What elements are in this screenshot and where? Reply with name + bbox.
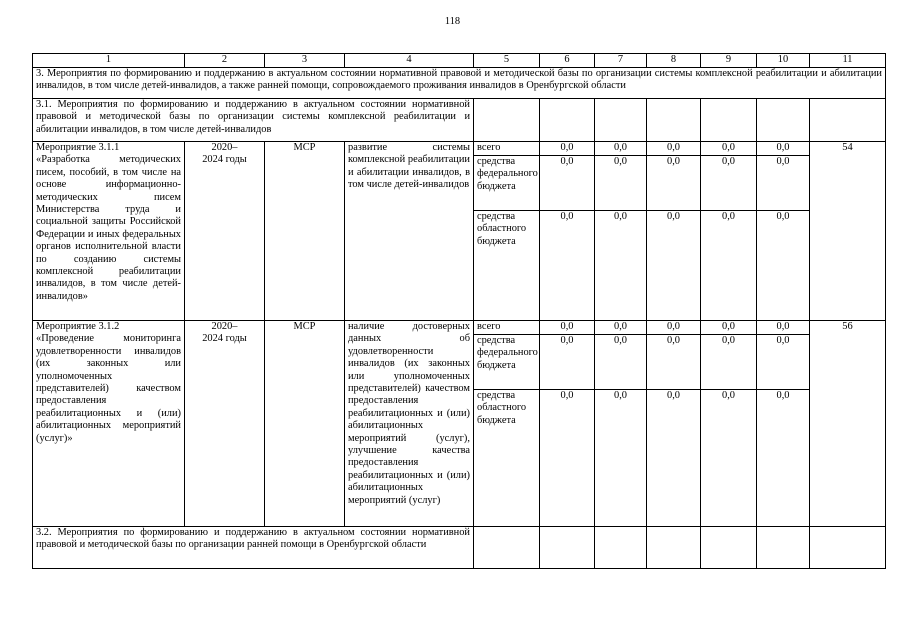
header-cell: 2 (185, 54, 265, 68)
measure-3-1-2-executor: МСР (265, 321, 345, 527)
amount-cell: 0,0 (701, 390, 757, 527)
measure-3-1-1-col11: 54 (810, 142, 886, 321)
amount-cell: 0,0 (540, 321, 595, 335)
section-3-1-row (33, 99, 886, 142)
funding-source: средства областного бюджета (474, 390, 540, 527)
amount-cell: 0,0 (647, 321, 701, 335)
amount-cell: 0,0 (757, 335, 810, 390)
program-table (32, 53, 886, 569)
measure-3-1-1-name: Мероприятие 3.1.1 (36, 142, 120, 153)
amount-cell: 0,0 (757, 142, 810, 156)
header-row (33, 54, 886, 68)
amount-cell: 0,0 (540, 335, 595, 390)
measure-3-1-1-text (33, 142, 185, 321)
amount-cell: 0,0 (540, 156, 595, 211)
header-cell: 10 (757, 54, 810, 68)
amount-cell: 0,0 (647, 156, 701, 211)
header-cell: 3 (265, 54, 345, 68)
page-number: 118 (444, 16, 461, 27)
amount-cell: 0,0 (540, 390, 595, 527)
header-cell: 11 (810, 54, 886, 68)
section-3-1-title: 3.1. Мероприятия по формированию и поддержанию в актуальном состоянии нормативной правовой и методической базы по организации системы комплексной реабилитации и абилитации инвалидов, в том числе детей-инвалидов (33, 99, 474, 142)
measure-3-1-1-period: 2020– 2024 годы (185, 142, 265, 321)
measure-3-1-2-col11: 56 (810, 321, 886, 527)
header-cell: 6 (540, 54, 595, 68)
amount-cell: 0,0 (701, 156, 757, 211)
amount-cell: 0,0 (701, 211, 757, 321)
amount-cell: 0,0 (647, 335, 701, 390)
measure-3-1-1-executor: МСР (265, 142, 345, 321)
measure-3-1-1-row (33, 142, 886, 156)
amount-cell: 0,0 (757, 156, 810, 211)
measure-3-1-1-description: «Разработка методических писем, пособий, в том числе на основе информационно-методических писем Министерства труда и социальной защиты Российской Федерации и иных федеральных органов исполнительной власти по созданию системы комплексной реабилитации инвалидов, в том числе детей-инвалидов» (36, 154, 181, 302)
section-3-2-title: 3.2. Мероприятия по формированию и поддержанию в актуальном состоянии нормативной правовой и методической базы по организации ранней помощи в Оренбургской области (33, 527, 474, 569)
amount-cell: 0,0 (540, 211, 595, 321)
funding-source: всего (474, 321, 540, 335)
amount-cell: 0,0 (595, 142, 647, 156)
amount-cell: 0,0 (595, 321, 647, 335)
amount-cell: 0,0 (595, 390, 647, 527)
amount-cell: 0,0 (757, 390, 810, 527)
section-3-2-row (33, 527, 886, 569)
header-cell: 8 (647, 54, 701, 68)
amount-cell: 0,0 (757, 321, 810, 335)
amount-cell: 0,0 (701, 321, 757, 335)
header-cell: 5 (474, 54, 540, 68)
amount-cell: 0,0 (647, 390, 701, 527)
amount-cell: 0,0 (540, 142, 595, 156)
funding-source: всего (474, 142, 540, 156)
header-cell: 9 (701, 54, 757, 68)
amount-cell: 0,0 (701, 335, 757, 390)
amount-cell: 0,0 (701, 142, 757, 156)
measure-3-1-2-result: наличие достоверных данных об удовлетворенности инвалидов (их законных или уполномоченных представителей) качеством предоставления реабилитационных и (или) абилитационных мероприятий (услуг), улучшение качества предоставления реабилитационных и (или) абилитационных мероприятий (услуг) (345, 321, 474, 527)
measure-3-1-2-text (33, 321, 185, 527)
header-cell: 1 (33, 54, 185, 68)
header-cell: 7 (595, 54, 647, 68)
measure-3-1-1-result: развитие системы комплексной реабилитации и абилитации инвалидов, в том числе детей-инвалидов (345, 142, 474, 321)
amount-cell: 0,0 (757, 211, 810, 321)
section-3-title: 3. Мероприятия по формированию и поддержанию в актуальном состоянии нормативной правовой и методической базы по организации системы комплексной реабилитации и абилитации инвалидов, в том числе детей-инвалидов, а также ранней помощи, сопровождаемого проживания инвалидов в Оренбургской области (33, 68, 886, 99)
amount-cell: 0,0 (647, 142, 701, 156)
amount-cell: 0,0 (595, 335, 647, 390)
amount-cell: 0,0 (595, 211, 647, 321)
funding-source: средства областного бюджета (474, 211, 540, 321)
amount-cell: 0,0 (595, 156, 647, 211)
measure-3-1-2-period: 2020– 2024 годы (185, 321, 265, 527)
header-cell: 4 (345, 54, 474, 68)
funding-source: средства федерального бюджета (474, 156, 540, 211)
measure-3-1-2-description: «Проведение мониторинга удовлетворенности инвалидов (их законных или уполномоченных представителей) качеством предоставления реабилитационных и (или) абилитационных мероприятий (услуг)» (36, 333, 181, 444)
measure-3-1-2-row (33, 321, 886, 335)
amount-cell: 0,0 (647, 211, 701, 321)
funding-source: средства федерального бюджета (474, 335, 540, 390)
section-3-row (33, 68, 886, 99)
measure-3-1-2-name: Мероприятие 3.1.2 (36, 321, 120, 332)
